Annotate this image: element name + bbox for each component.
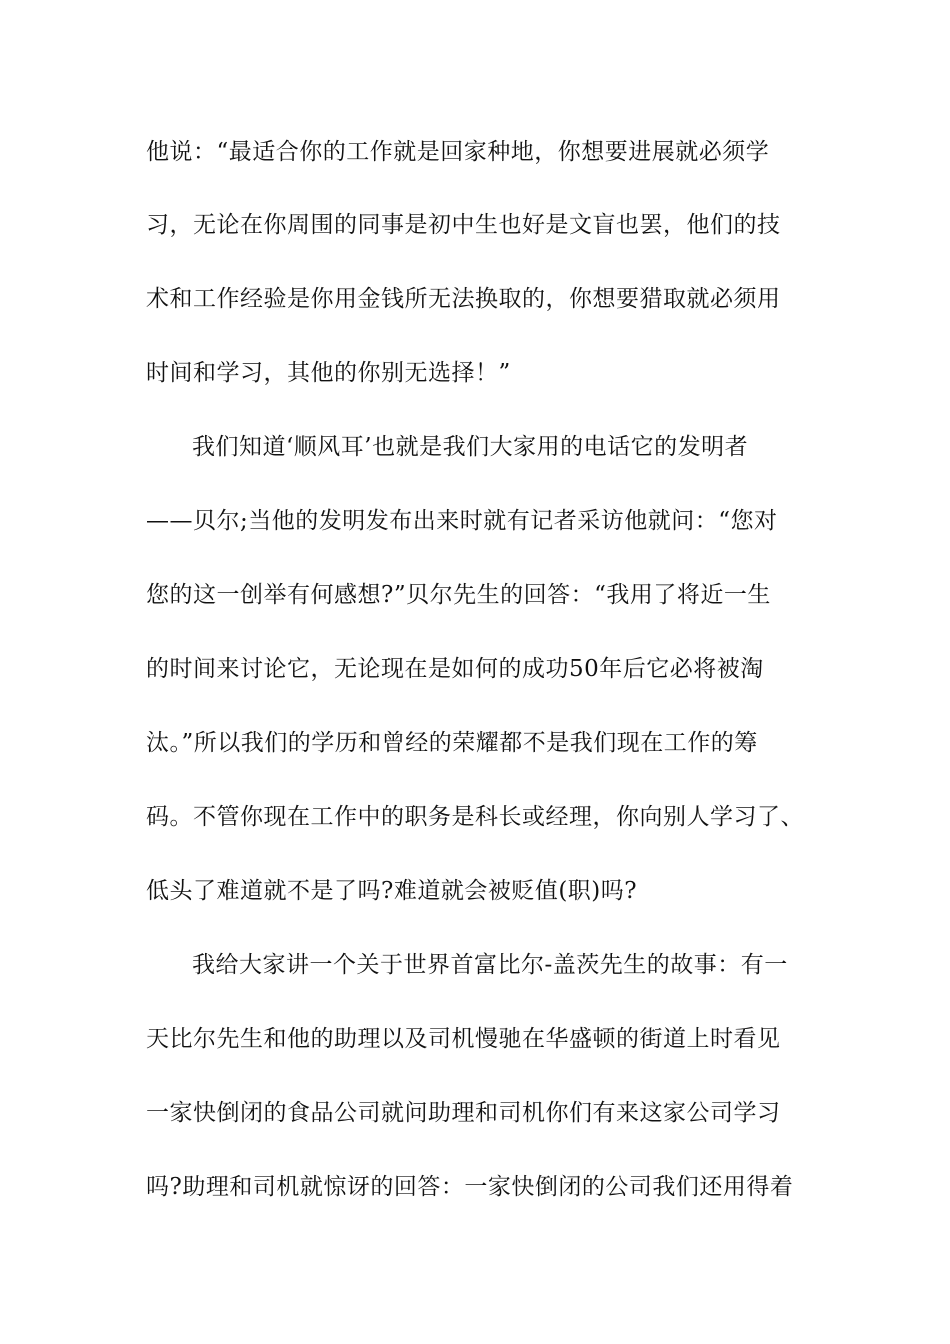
text-line: ——贝尔;当他的发明发布出来时就有记者采访他就问：“您对 xyxy=(146,508,778,534)
text-line: 时间和学习，其他的你别无选择！” xyxy=(146,360,511,386)
paragraph-first-line: 我给大家讲一个关于世界首富比尔-盖茨先生的故事：有一 xyxy=(192,952,788,978)
text-line: 低头了难道就不是了吗?难道就会被贬值(职)吗? xyxy=(146,878,638,904)
text-line: 的时间来讨论它，无论现在是如何的成功50年后它必将被淘 xyxy=(146,656,764,682)
text-line: 汰。”所以我们的学历和曾经的荣耀都不是我们现在工作的筹 xyxy=(146,730,758,756)
text-line: 习，无论在你周围的同事是初中生也好是文盲也罢，他们的技 xyxy=(146,212,781,238)
text-line: 天比尔先生和他的助理以及司机慢驰在华盛顿的街道上时看见 xyxy=(146,1026,781,1052)
text-line: 吗?助理和司机就惊讶的回答：一家快倒闭的公司我们还用得着 xyxy=(146,1174,794,1200)
paragraph-first-line: 我们知道‘顺风耳’也就是我们大家用的电话它的发明者 xyxy=(192,434,749,460)
text-line: 他说：“最适合你的工作就是回家种地，你想要进展就必须学 xyxy=(146,139,770,165)
text-line: 您的这一创举有何感想?”贝尔先生的回答：“我用了将近一生 xyxy=(146,582,771,608)
text-line: 码。不管你现在工作中的职务是科长或经理，你向别人学习了、 xyxy=(146,804,804,830)
text-line: 一家快倒闭的食品公司就问助理和司机你们有来这家公司学习 xyxy=(146,1100,781,1126)
text-line: 术和工作经验是你用金钱所无法换取的，你想要猎取就必须用 xyxy=(146,286,781,312)
